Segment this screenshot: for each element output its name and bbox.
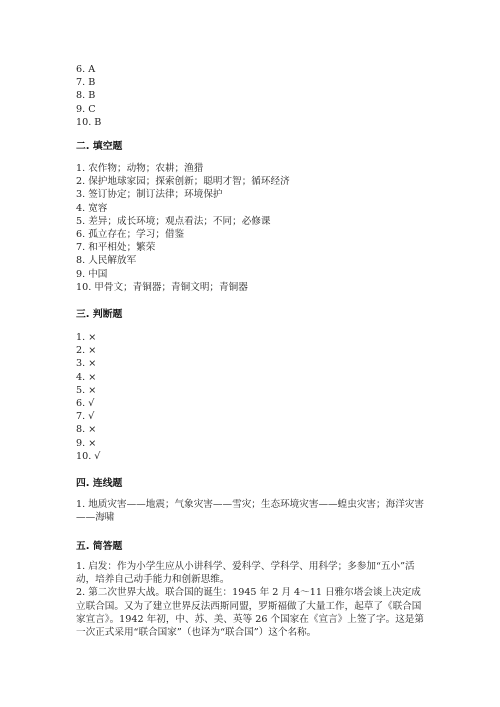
list-item: 4. ×	[76, 371, 97, 383]
list-item: 10. √	[76, 450, 101, 462]
match-answer: 1. 地质灾害——地震；气象灾害——雪灾；生态环境灾害——蝗虫灾害；海洋灾害——海啸	[76, 499, 424, 524]
list-item: 9. ×	[76, 437, 97, 449]
list-item: 8. ×	[76, 424, 97, 436]
fill-answers-list	[76, 162, 426, 294]
list-item: 6. A	[76, 64, 96, 75]
list-item: 2. ×	[76, 345, 97, 357]
section-heading-short: 五. 简答题	[76, 541, 123, 552]
list-item: 5. 差异；成长环境；观点看法；不同；必修课	[76, 215, 271, 227]
list-item: 3. ×	[76, 358, 97, 370]
judge-answers-list	[76, 331, 426, 463]
list-item: 3. 签订协定；制订法律；环境保护	[76, 189, 223, 201]
list-item: 2. 保护地球家园；探索创新；聪明才智；循环经济	[76, 176, 290, 188]
list-item: 7. 和平相处；繁荣	[76, 242, 156, 254]
list-item: 10. B	[76, 116, 102, 128]
list-item: 6. √	[76, 398, 95, 410]
list-item: 8. 人民解放军	[76, 255, 137, 267]
list-item: 1. ×	[76, 332, 97, 343]
list-item: 5. ×	[76, 384, 97, 396]
choice-answers-list	[76, 63, 426, 129]
list-item: 7. √	[76, 411, 95, 423]
list-item: 9. 中国	[76, 268, 108, 280]
list-item: 6. 孤立存在；学习；借鉴	[76, 229, 185, 241]
list-item: 7. B	[76, 77, 96, 89]
list-item: 8. B	[76, 90, 96, 102]
short-answers-list	[76, 560, 426, 639]
section-heading-fill: 二. 填空题	[76, 141, 123, 152]
list-item: 9. C	[76, 103, 96, 115]
list-item: 1. 农作物；动物；农耕；渔猎	[76, 163, 204, 174]
section-heading-judge: 三. 判断题	[76, 309, 123, 320]
list-item: 1. 启发：作为小学生应从小讲科学、爱科学、学科学、用科学；多参加“五小”活动，培养自己动手能力和创新思维。	[76, 561, 415, 586]
list-item: 10. 甲骨文；青铜器；青铜文明；青铜器	[76, 281, 248, 293]
list-item: 4. 宽容	[76, 202, 108, 214]
section-heading-match: 四. 连线题	[76, 478, 123, 489]
list-item: 2. 第二次世界大战。联合国的诞生：1945 年 2 月 4～11 日雅尔塔会谈上决定成立联合国。又为了建立世界反法西斯同盟，罗斯福做了大量工作，起草了《联合国家宣言》。1942 年初，中、苏、美、英等 26 个国家在《宣言》上签了字。这是第一次正式采用“联合国家”（也译为“联合国”）这个名称。	[76, 587, 424, 639]
